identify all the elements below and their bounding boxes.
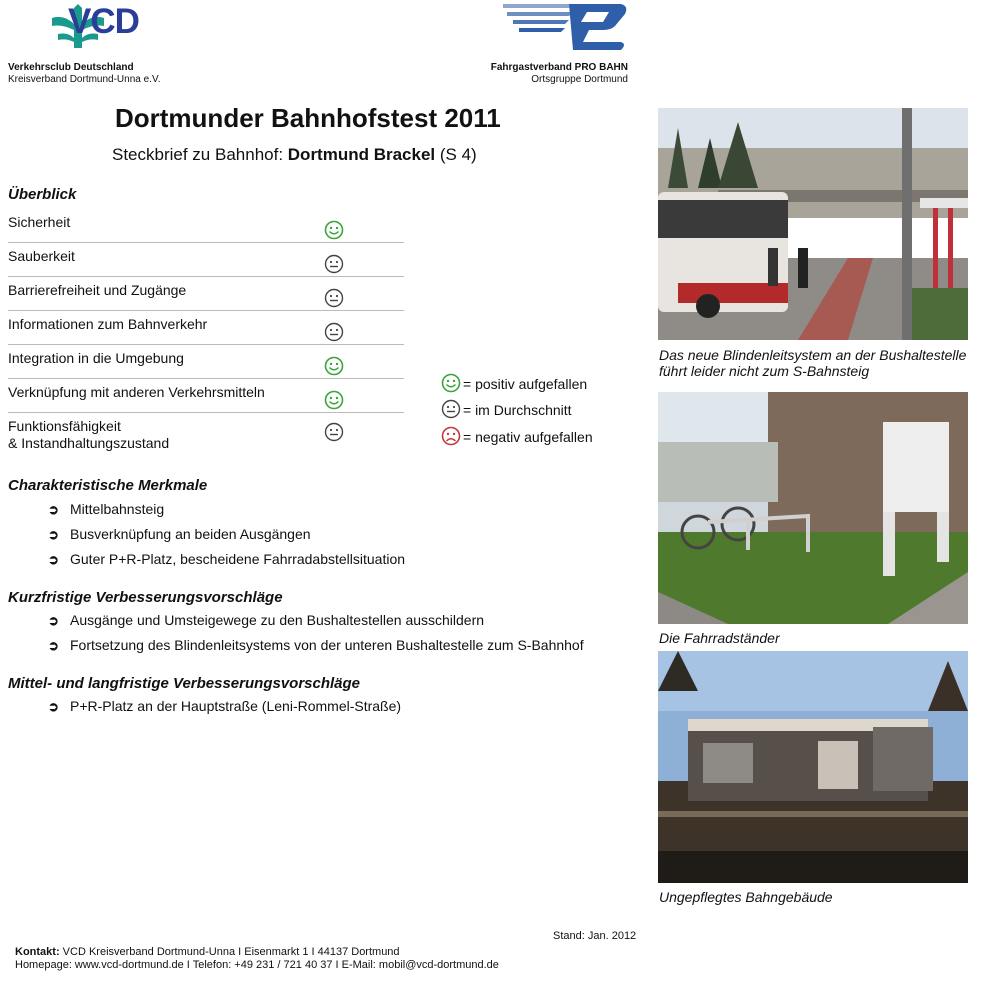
legend-neutral-label: = im Durchschnitt (463, 402, 572, 418)
neutral-smiley-icon (441, 399, 461, 419)
photo2-caption: Die Fahrradständer (659, 630, 780, 646)
right-org-name: Fahrgastverband PRO BAHN (490, 62, 628, 73)
overview-row (8, 382, 404, 413)
footer-contact-label: Kontakt: (15, 946, 60, 958)
overview-row (8, 212, 404, 243)
photo-bus-stop (658, 108, 968, 340)
bullet-arrow-icon: ➲ (48, 613, 59, 628)
overview-row-label-line1: Funktionsfähigkeit (8, 418, 121, 434)
overview-row (8, 246, 404, 277)
neutral-smiley-icon (324, 322, 344, 342)
footer-contact-text: VCD Kreisverband Dortmund-Unna I Eisenmarkt 1 I 44137 Dortmund (59, 946, 400, 958)
long-term-heading: Mittel- und langfristige Verbesserungsvorschläge (8, 675, 361, 692)
short-term-heading: Kurzfristige Verbesserungsvorschläge (8, 589, 283, 606)
overview-row-label-line2: & Instandhaltungszustand (8, 435, 170, 451)
overview-row (8, 314, 404, 345)
footer-contact (15, 946, 400, 958)
left-org-subtitle: Kreisverband Dortmund-Unna e.V. (8, 74, 161, 85)
bullet-arrow-icon: ➲ (48, 552, 59, 567)
positive-smiley-icon (324, 220, 344, 240)
page-subtitle (112, 145, 477, 165)
overview-heading: Überblick (8, 186, 77, 203)
overview-row (8, 348, 404, 379)
bullet-arrow-icon: ➲ (48, 699, 59, 714)
stand-date: Stand: Jan. 2012 (553, 930, 637, 942)
bullet-arrow-icon: ➲ (48, 638, 59, 653)
station-line: (S 4) (435, 145, 477, 164)
neutral-smiley-icon (324, 254, 344, 274)
overview-row-label: Informationen zum Bahnverkehr (8, 316, 208, 332)
photo3-caption: Ungepflegtes Bahngebäude (659, 889, 833, 905)
overview-row (8, 280, 404, 311)
page-title: Dortmunder Bahnhofstest 2011 (115, 103, 501, 133)
legend-negative-label: = negativ aufgefallen (463, 429, 593, 445)
pro-bahn-logo (503, 2, 627, 54)
photo1-caption: Das neue Blindenleitsystem an der Bushaltestelle führt leider nicht zum S-Bahnsteig (659, 347, 967, 379)
station-name: Dortmund Brackel (287, 145, 436, 164)
legend-positive-label: = positiv aufgefallen (463, 376, 588, 392)
subtitle-prefix: Steckbrief zu Bahnhof: (112, 145, 288, 164)
footer-homepage-line: Homepage: www.vcd-dortmund.de I Telefon: +49 231 / 721 40 37 I E-Mail: mobil@vcd-dortmund.de (15, 959, 499, 971)
left-org-name: Verkehrsclub Deutschland (8, 62, 134, 73)
overview-row-label: Sicherheit (8, 214, 71, 230)
bullet-arrow-icon: ➲ (48, 527, 59, 542)
features-heading: Charakteristische Merkmale (8, 477, 208, 494)
overview-row-label: Barrierefreiheit und Zugänge (8, 282, 187, 298)
vcd-logo-text: VCD (68, 2, 139, 41)
neutral-smiley-icon (324, 288, 344, 308)
overview-row (8, 416, 404, 456)
positive-smiley-icon (324, 390, 344, 410)
right-org-subtitle: Ortsgruppe Dortmund (531, 74, 628, 85)
overview-row-label: Verknüpfung mit anderen Verkehrsmitteln (8, 384, 265, 400)
overview-row-label: Integration in die Umgebung (8, 350, 184, 366)
bullet-arrow-icon: ➲ (48, 502, 59, 517)
positive-smiley-icon (324, 356, 344, 376)
overview-row-label: Sauberkeit (8, 248, 75, 264)
photo-station-building (658, 651, 968, 883)
photo-bike-racks (658, 392, 968, 624)
positive-smiley-icon (441, 373, 461, 393)
neutral-smiley-icon (324, 422, 344, 442)
negative-smiley-icon (441, 426, 461, 446)
